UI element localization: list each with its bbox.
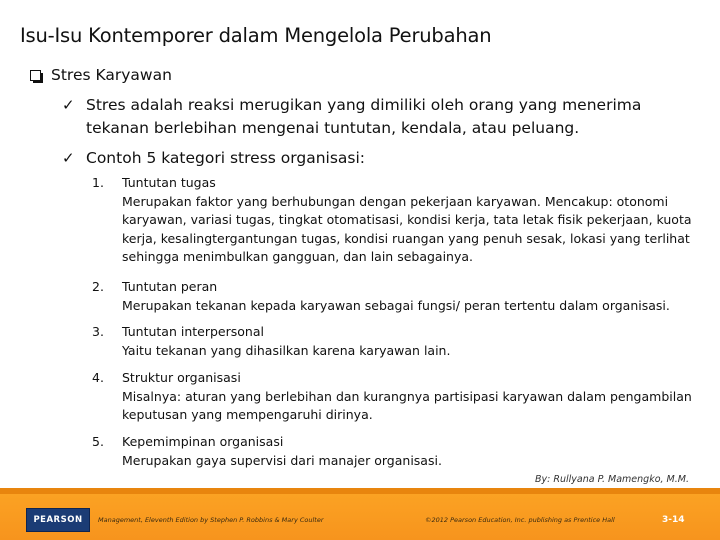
- checkmark-icon: ✓: [62, 96, 75, 114]
- item-desc: Merupakan faktor yang berhubungan dengan pekerjaan karyawan. Mencakup: otonomi karyawan, variasi tugas, tingkat otomatisasi, kondisi kerja, tata letak fisik pekerjaan, kuota kerja, kesalingtergantungan tugas, kondisi ruangan yang penuh sesak, lokasi yang terlihat sehingga menimbulkan gangguan, dan lain sebagainya.: [122, 193, 692, 264]
- footer-book-credit: Management, Eleventh Edition by Stephen P. Robbins & Mary Coulter: [98, 516, 324, 524]
- list-item: [92, 278, 702, 315]
- point-1: [62, 94, 686, 140]
- item-number: 1.: [92, 175, 104, 190]
- item-number: 4.: [92, 370, 104, 385]
- item-number: 3.: [92, 324, 104, 339]
- item-title: Kepemimpinan organisasi: [122, 434, 284, 449]
- author-credit: By: Rullyana P. Mamengko, M.M.: [535, 474, 689, 485]
- item-desc: Misalnya: aturan yang berlebihan dan kurangnya partisipasi karyawan dalam pengambilan keputusan yang mempengaruhi dirinya.: [122, 388, 692, 422]
- footer: [0, 488, 720, 540]
- item-title: Tuntutan peran: [122, 279, 218, 294]
- section-bullet: [30, 66, 172, 84]
- page-number: 3-14: [662, 515, 685, 525]
- point-text: Contoh 5 kategori stress organisasi:: [86, 149, 365, 167]
- checkmark-icon: ✓: [62, 149, 75, 167]
- item-title: Struktur organisasi: [122, 370, 241, 385]
- point-2: [62, 147, 686, 170]
- list-item: [92, 174, 702, 267]
- list-item: [92, 433, 702, 470]
- item-desc: Merupakan gaya supervisi dari manajer organisasi.: [122, 452, 442, 468]
- item-number: 5.: [92, 434, 104, 449]
- item-desc: Yaitu tekanan yang dihasilkan karena karyawan lain.: [122, 342, 451, 358]
- slide-title: Isu-Isu Kontemporer dalam Mengelola Perubahan: [20, 24, 492, 47]
- footer-copyright: ©2012 Pearson Education, Inc. publishing as Prentice Hall: [425, 516, 615, 524]
- item-title: Tuntutan tugas: [122, 175, 216, 190]
- item-title: Tuntutan interpersonal: [122, 324, 264, 339]
- footer-band: [0, 494, 720, 540]
- item-desc: Merupakan tekanan kepada karyawan sebagai fungsi/ peran tertentu dalam organisasi.: [122, 297, 670, 313]
- pearson-logo: PEARSON: [26, 508, 90, 532]
- section-heading: Stres Karyawan: [51, 66, 172, 84]
- point-text: Stres adalah reaksi merugikan yang dimiliki oleh orang yang menerima tekanan berlebihan mengenai tuntutan, kendala, atau peluang.: [86, 96, 642, 137]
- square-bullet-icon: [30, 70, 41, 81]
- item-number: 2.: [92, 279, 104, 294]
- list-item: [92, 369, 702, 425]
- list-item: [92, 323, 702, 360]
